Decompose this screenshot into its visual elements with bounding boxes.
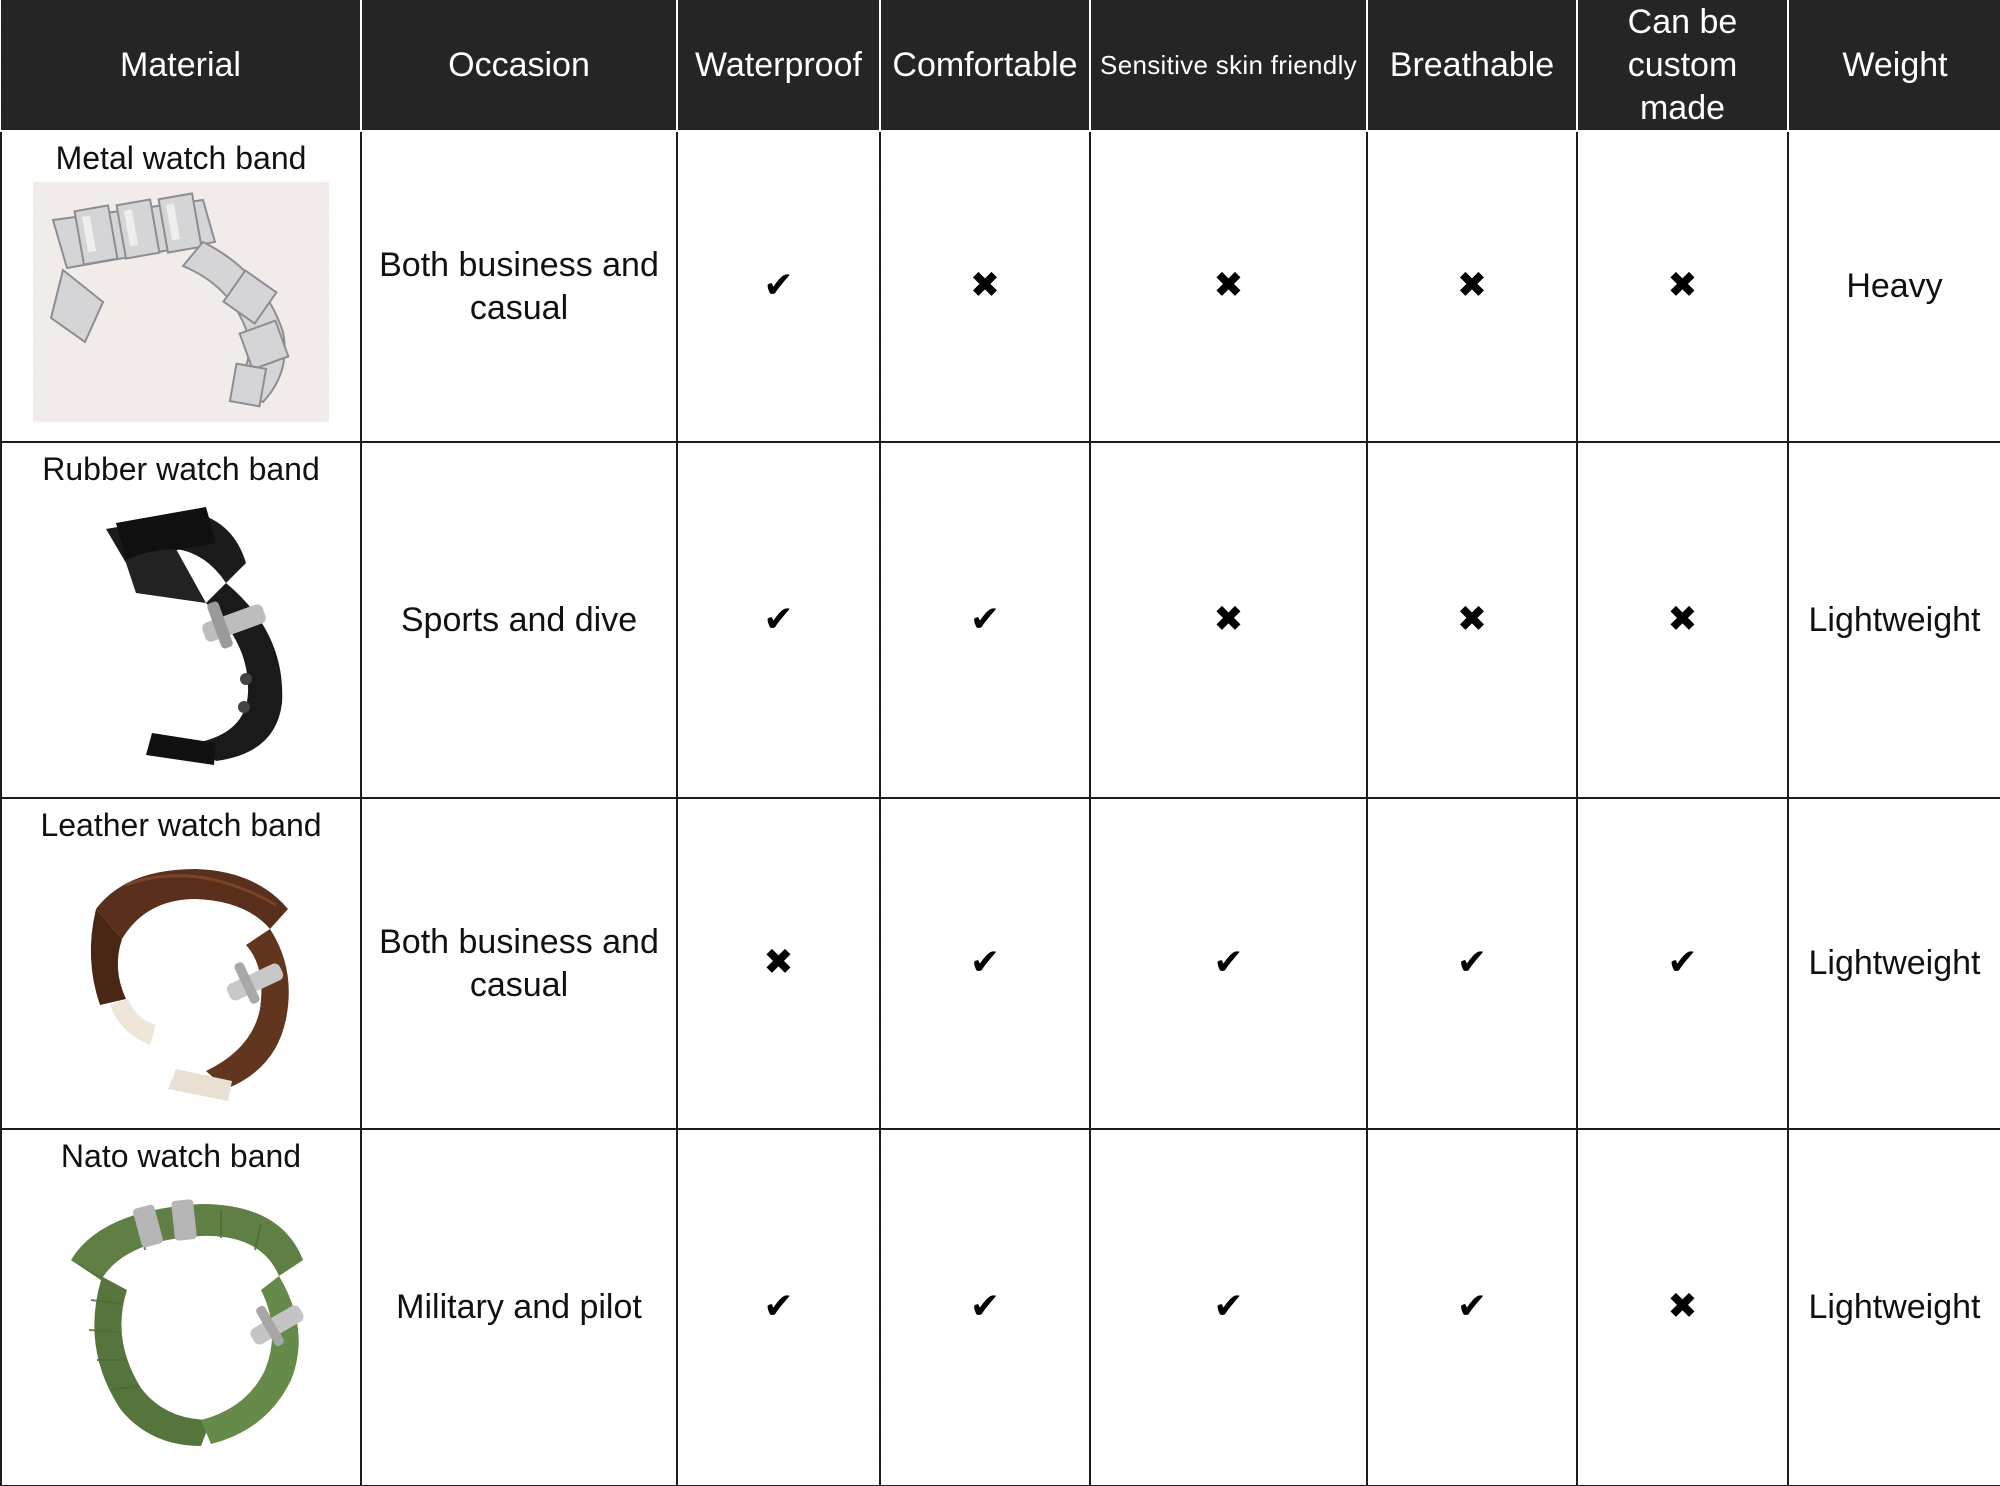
cross-icon: ✖ — [1213, 265, 1244, 306]
header-row — [1, 0, 2000, 131]
comfortable-cell — [880, 442, 1090, 798]
weight-cell — [1788, 1129, 2000, 1486]
weight-value: Lightweight — [1808, 600, 1981, 639]
comfortable-cell — [880, 131, 1090, 442]
table-row-rubber — [1, 442, 2000, 798]
sensitive-skin-cell — [1090, 442, 1367, 798]
weight-value: Lightweight — [1808, 1288, 1981, 1326]
check-icon: ✔ — [969, 942, 1001, 983]
header-custom-made — [1577, 0, 1788, 131]
check-icon: ✔ — [1456, 942, 1488, 983]
breathable-cell — [1367, 442, 1577, 798]
cross-icon: ✖ — [1667, 265, 1698, 306]
cross-icon: ✖ — [1456, 598, 1488, 640]
check-icon: ✔ — [969, 598, 1001, 640]
breathable-cell — [1367, 798, 1577, 1129]
weight-cell — [1788, 131, 2000, 442]
cross-icon: ✖ — [969, 265, 1001, 306]
waterproof-cell — [677, 1129, 880, 1486]
waterproof-cell — [677, 131, 880, 442]
custom-made-cell — [1577, 798, 1788, 1129]
custom-made-cell — [1577, 1129, 1788, 1486]
occasion-cell — [361, 442, 677, 798]
header-comfortable: Comfortable — [880, 0, 1090, 131]
material-label: Nato watch band — [60, 1138, 302, 1174]
sensitive-skin-cell — [1090, 131, 1367, 442]
table-row-nato — [1, 1129, 2000, 1486]
table-row-metal — [1, 131, 2000, 442]
occasion-line2: casual — [469, 965, 569, 1004]
material-cell — [1, 1129, 361, 1486]
check-icon: ✔ — [969, 1286, 1001, 1327]
rubber-strap-image — [56, 493, 306, 773]
check-icon: ✔ — [763, 265, 794, 306]
waterproof-cell — [677, 798, 880, 1129]
material-cell — [1, 798, 361, 1129]
header-custom-line2: custom — [1627, 45, 1738, 84]
header-weight: Weight — [1788, 0, 2000, 131]
comfortable-cell — [880, 798, 1090, 1129]
material-label: Leather watch band — [40, 807, 322, 843]
check-icon: ✔ — [1456, 1286, 1488, 1327]
occasion-cell — [361, 1129, 677, 1486]
sensitive-skin-cell — [1090, 1129, 1367, 1486]
check-icon: ✔ — [1667, 942, 1698, 983]
header-breathable: Breathable — [1367, 0, 1577, 131]
material-label: Metal watch band — [55, 140, 307, 176]
occasion-line1: Both business and — [379, 245, 659, 284]
cross-icon: ✖ — [1667, 598, 1698, 640]
weight-cell — [1788, 798, 2000, 1129]
occasion-line1: Military and pilot — [396, 1288, 642, 1326]
nato-strap-image — [41, 1180, 321, 1460]
weight-cell — [1788, 442, 2000, 798]
header-waterproof: Waterproof — [677, 0, 880, 131]
waterproof-cell — [677, 442, 880, 798]
sensitive-skin-cell — [1090, 798, 1367, 1129]
cross-icon: ✖ — [1213, 598, 1244, 640]
leather-strap-image — [56, 849, 306, 1103]
header-sensitive-skin: Sensitive skin friendly — [1090, 0, 1367, 131]
header-material: Material — [1, 0, 361, 131]
header-occasion: Occasion — [361, 0, 677, 131]
occasion-cell — [361, 131, 677, 442]
header-custom-line3: made — [1639, 88, 1726, 127]
cross-icon: ✖ — [763, 942, 794, 983]
header-custom-line1: Can be — [1627, 2, 1738, 41]
check-icon: ✔ — [1213, 942, 1244, 983]
check-icon: ✔ — [763, 1286, 794, 1327]
breathable-cell — [1367, 131, 1577, 442]
material-label: Rubber watch band — [42, 451, 320, 487]
material-cell — [1, 442, 361, 798]
weight-value: Lightweight — [1808, 944, 1981, 982]
occasion-line1: Sports and dive — [400, 600, 638, 639]
weight-value: Heavy — [1846, 267, 1943, 305]
occasion-line2: casual — [469, 288, 569, 327]
comfortable-cell — [880, 1129, 1090, 1486]
custom-made-cell — [1577, 442, 1788, 798]
check-icon: ✔ — [763, 598, 794, 640]
cross-icon: ✖ — [1667, 1286, 1698, 1327]
material-cell — [1, 131, 361, 442]
check-icon: ✔ — [1213, 1286, 1244, 1327]
occasion-cell — [361, 798, 677, 1129]
table-row-leather — [1, 798, 2000, 1129]
breathable-cell — [1367, 1129, 1577, 1486]
custom-made-cell — [1577, 131, 1788, 442]
cross-icon: ✖ — [1456, 265, 1488, 306]
metal-bracelet-image — [33, 182, 329, 422]
occasion-line1: Both business and — [379, 922, 659, 961]
